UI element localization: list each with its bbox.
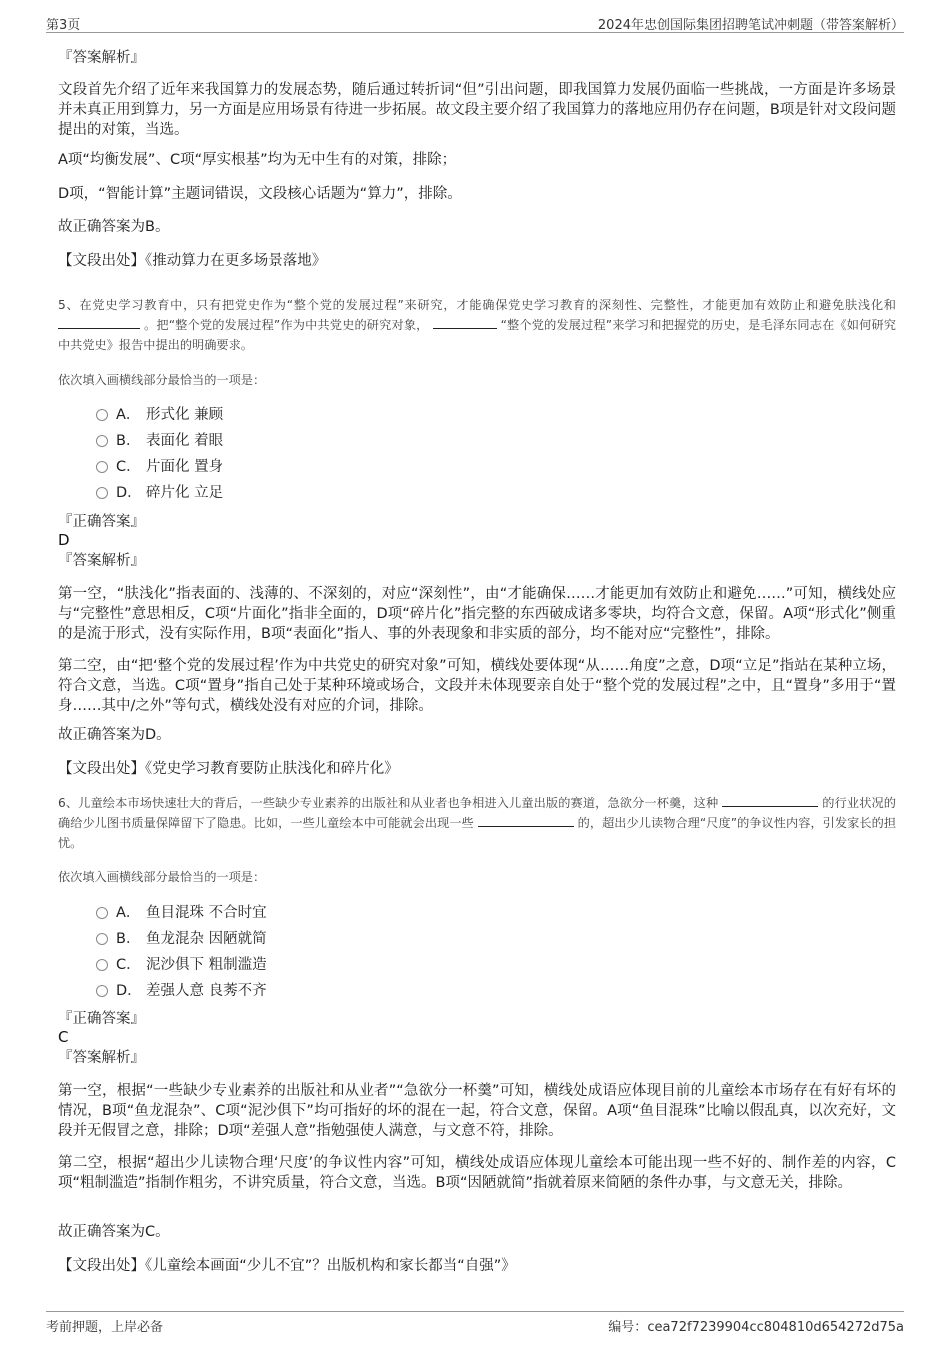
radio-icon[interactable] [96,435,108,447]
footer-slogan: 考前押题，上岸必备 [46,1320,164,1335]
radio-icon[interactable] [96,933,108,945]
q5-analysis-label: 『答案解析』 [58,553,145,569]
q5-option-c[interactable]: C． 片面化 置身 [96,457,223,477]
q6-stem-part-a: 6、儿童绘本市场快速壮大的背后，一些缺少专业素养的出版社和从业者也争相进入儿童出版的赛道，急欲分一杯羹，这种 [58,796,719,810]
q5-stem-part-a: 5、在党史学习教育中，只有把党史作为“整个党的发展过程”来研究，才能确保党史学习教育的深刻性、完整性，才能更加有效防止和避免肤浅化和 [58,298,896,312]
q5-option-b[interactable]: B． 表面化 着眼 [96,431,223,451]
q5-analysis-p3: 故正确答案为D。 [58,727,171,743]
q5-blank-1 [58,316,140,329]
q6-source: 【文段出处】《儿童绘本画面“少儿不宜”？出版机构和家长都当“自强”》 [58,1258,516,1274]
q6-analysis-p2: 第二空，根据“超出少儿读物合理‘尺度’的争议性内容”可知，横线处成语应体现儿童绘本可能出现一些不好的、制作差的内容，C项“粗制滥造”指制作粗劣，不讲究质量，符合文意，当选。B项“因陋就简”指就着原来简陋的条件办事，与文意无关，排除。 [58,1155,896,1191]
q6-stem-part-b: 的行业状况的确给少儿图书质量保障留下了隐患。比如，一些儿童绘本中可能就会出现一些 [58,796,896,830]
q6-option-b[interactable]: B． 鱼龙混杂 因陋就简 [96,929,267,949]
q5-stem [58,295,896,355]
q6-stem-part-c: 的，超出少儿读物合理“尺度”的争议性内容，引发家长的担忧。 [58,816,897,850]
radio-icon[interactable] [96,461,108,473]
q5-option-d[interactable]: D． 碎片化 立足 [96,483,223,503]
q5-prompt: 依次填入画横线部分最恰当的一项是： [58,373,266,387]
q5-correct-label: 『正确答案』 [58,514,145,530]
q5-stem-part-b: 。把“整个党的发展过程”作为中共党史的研究对象， [144,318,429,332]
q6-analysis-label: 『答案解析』 [58,1050,145,1066]
document-code [608,1316,904,1335]
document-code-value: cea72f7239904cc804810d654272d75a [647,1320,904,1335]
q4-source: 【文段出处】《推动算力在更多场景落地》 [58,253,327,269]
q6-answer: C [58,1028,69,1046]
q5-analysis-p2: 第二空，由“把‘整个党的发展过程’作为中共党史的研究对象”可知，横线处要体现“从……角度”之意，D项“立足”指站在某种立场，符合文意，当选。C项“置身”指自己处于某种环境或场合，文段并未体现要亲自处于“整个党的发展过程”之中，且“置身”多用于“置身……其中/之外”等句式，横线处没有对应的介词，排除。 [58,658,896,714]
q4-analysis-label: 『答案解析』 [58,50,145,66]
q6-analysis-p3: 故正确答案为C。 [58,1224,170,1240]
q4-analysis-p2: A项“均衡发展”、C项“厚实根基”均为无中生有的对策，排除； [58,152,457,168]
q6-prompt: 依次填入画横线部分最恰当的一项是： [58,870,266,884]
q6-option-d[interactable]: D． 差强人意 良莠不齐 [96,981,267,1001]
radio-icon[interactable] [96,487,108,499]
radio-icon[interactable] [96,907,108,919]
q4-analysis-p1: 文段首先介绍了近年来我国算力的发展态势，随后通过转折词“但”引出问题，即我国算力发展仍面临一些挑战，一方面是许多场景并未真正用到算力，另一方面是应用场景有待进一步拓展。故文段主要介绍了我国算力的落地应用仍存在问题，B项是针对文段问题提出的对策，当选。 [58,82,896,138]
q4-analysis-p4: 故正确答案为B。 [58,219,170,235]
q6-blank-1 [722,794,818,807]
radio-icon[interactable] [96,959,108,971]
q4-analysis-p3: D项，“智能计算”主题词错误，文段核心话题为“算力”，排除。 [58,186,462,202]
q6-stem [58,793,896,853]
q5-analysis-p1: 第一空，“肤浅化”指表面的、浅薄的、不深刻的，对应“深刻性”，由“才能确保……才能更加有效防止和避免……”可知，横线处应与“完整性”意思相反，C项“片面化”指非全面的，D项“碎片化”指完整的东西破成诸多零块，均符合文意，保留。A项“形式化”侧重的是流于形式，没有实际作用，B项“表面化”指人、事的外表现象和非实质的部分，均不能对应“完整性”，排除。 [58,586,896,642]
q5-answer: D [58,531,70,549]
q5-option-a[interactable]: A． 形式化 兼顾 [96,405,223,425]
q5-blank-2 [433,316,497,329]
page-footer [46,1311,904,1336]
q6-correct-label: 『正确答案』 [58,1011,145,1027]
radio-icon[interactable] [96,985,108,997]
document-code-label: 编号： [608,1320,648,1335]
q6-option-a[interactable]: A． 鱼目混珠 不合时宜 [96,903,267,923]
q5-source: 【文段出处】《党史学习教育要防止肤浅化和碎片化》 [58,761,399,777]
q5-stem-part-c: “整个党的发展过程”来学习和把握党的历史，是毛泽东同志在《如何研究中共党史》报告中提出的明确要求。 [58,318,896,352]
page-header [46,12,904,33]
q6-option-c[interactable]: C． 泥沙俱下 粗制滥造 [96,955,267,975]
document-title: 2024年忠创国际集团招聘笔试冲刺题（带答案解析） [597,18,904,33]
q6-analysis-p1: 第一空，根据“一些缺少专业素养的出版社和从业者”“急欲分一杯羹”可知，横线处成语应体现目前的儿童绘本市场存在有好有坏的情况，B项“鱼龙混杂”、C项“泥沙俱下”均可指好的坏的混在一起，符合文意，保留。A项“鱼目混珠”比喻以假乱真，以次充好，文段并无假冒之意，排除；D项“差强人意”指勉强使人满意，与文意不符，排除。 [58,1083,896,1139]
radio-icon[interactable] [96,409,108,421]
q6-blank-2 [478,814,574,827]
page-number: 第3页 [46,18,81,33]
